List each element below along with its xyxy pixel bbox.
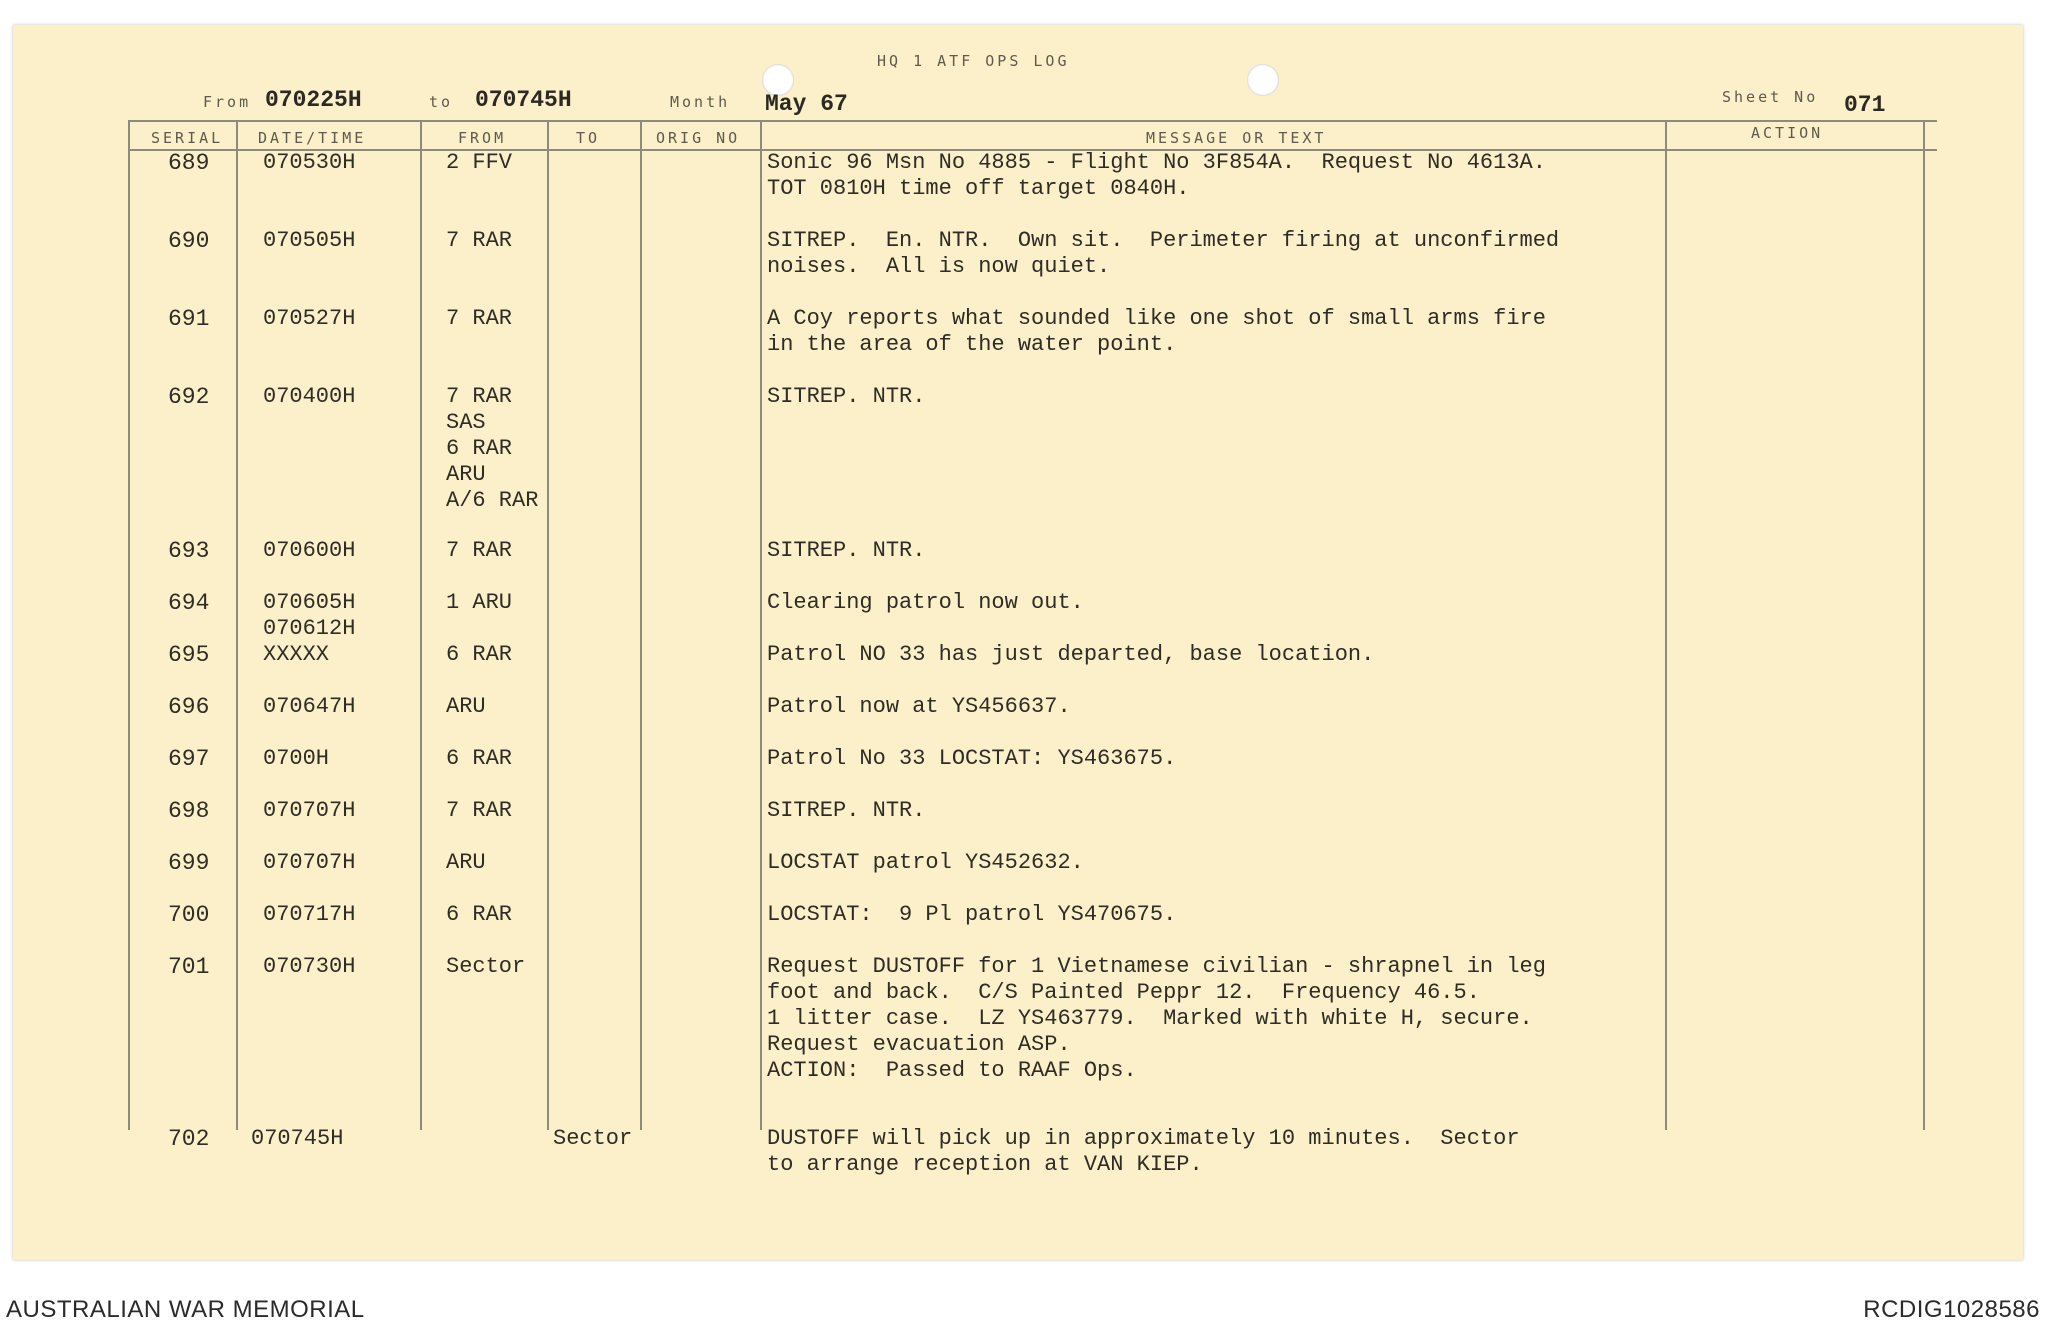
col-divider-from [420, 120, 422, 1130]
row-from: 7 RAR [446, 228, 513, 253]
row-datetime: 070730H [263, 954, 356, 979]
column-header-action: ACTION [1751, 124, 1824, 142]
col-divider-to [547, 120, 549, 1130]
row-serial: 689 [168, 150, 210, 176]
column-header-orig-no: ORIG NO [656, 129, 741, 147]
col-divider-action [1665, 120, 1667, 1130]
row-serial: 697 [168, 746, 210, 772]
row-message: LOCSTAT: 9 Pl patrol YS470675. [767, 902, 1177, 927]
row-message: Clearing patrol now out. [767, 590, 1084, 615]
row-datetime: 070505H [263, 228, 356, 253]
column-header-serial: SERIAL [151, 129, 224, 147]
row-datetime: 0700H [263, 746, 330, 771]
row-datetime: 070605H 070612H [263, 590, 356, 641]
row-message: Patrol NO 33 has just departed, base location. [767, 642, 1375, 667]
row-datetime: 070530H [263, 150, 356, 175]
row-serial: 692 [168, 384, 210, 410]
row-from: 7 RAR [446, 798, 513, 823]
log-sheet [13, 25, 2023, 1260]
row-message: SITREP. En. NTR. Own sit. Perimeter firing at unconfirmed noises. All is now quiet. [767, 228, 1560, 279]
row-message: SITREP. NTR. [767, 798, 926, 823]
row-message: Sonic 96 Msn No 4885 - Flight No 3F854A. Request No 4613A. TOT 0810H time off target 0840H. [767, 150, 1546, 201]
row-serial: 696 [168, 694, 210, 720]
row-message: Request DUSTOFF for 1 Vietnamese civilian - shrapnel in leg foot and back. C/S Painted Peppr 12. Frequency 46.5. 1 litter case. LZ YS463779. Marked with white H, secure. Request evacuation ASP. ACTION: Passed to RAAF Ops. [767, 954, 1546, 1083]
column-header-datetime: DATE/TIME [258, 129, 367, 147]
row-serial: 691 [168, 306, 210, 332]
col-divider-datetime [236, 120, 238, 1130]
from-value: 070225H [265, 87, 362, 113]
row-from: 6 RAR [446, 902, 513, 927]
col-divider-right [1923, 120, 1925, 1130]
from-label: From [203, 93, 252, 111]
punch-hole-right [1247, 64, 1279, 96]
column-header-from: FROM [458, 129, 507, 147]
row-datetime: 070647H [263, 694, 356, 719]
row-702-to: Sector [553, 1126, 633, 1151]
row-message: SITREP. NTR. [767, 384, 926, 409]
log-title: HQ 1 ATF OPS LOG [877, 52, 1070, 70]
sheet-no-value: 071 [1844, 92, 1886, 118]
column-header-message: MESSAGE OR TEXT [1146, 129, 1327, 147]
row-from: 2 FFV [446, 150, 513, 175]
row-datetime: 070400H [263, 384, 356, 409]
row-datetime: 070600H [263, 538, 356, 563]
row-702-message: DUSTOFF will pick up in approximately 10 minutes. Sector to arrange reception at VAN KIEP. [767, 1126, 1520, 1177]
row-from: 6 RAR [446, 746, 513, 771]
row-serial: 701 [168, 954, 210, 980]
col-divider-serial [128, 120, 130, 1130]
to-value: 070745H [475, 87, 572, 113]
row-from: 7 RAR [446, 538, 513, 563]
row-serial: 699 [168, 850, 210, 876]
row-from: 6 RAR [446, 642, 513, 667]
row-serial: 700 [168, 902, 210, 928]
row-message: LOCSTAT patrol YS452632. [767, 850, 1084, 875]
month-label: Month [670, 93, 731, 111]
sheet-no-label: Sheet No [1722, 88, 1819, 106]
row-serial: 695 [168, 642, 210, 668]
row-datetime: 070707H [263, 850, 356, 875]
row-from: 7 RAR SAS 6 RAR ARU A/6 RAR [446, 384, 539, 513]
row-from: 7 RAR [446, 306, 513, 331]
footer-reference: RCDIG1028586 [1863, 1296, 2040, 1323]
row-702-datetime: 070745H [251, 1126, 344, 1151]
row-message: SITREP. NTR. [767, 538, 926, 563]
footer-credit: AUSTRALIAN WAR MEMORIAL [6, 1296, 365, 1323]
row-serial: 694 [168, 590, 210, 616]
row-message: A Coy reports what sounded like one shot of small arms fire in the area of the water point. [767, 306, 1546, 357]
row-from: ARU [446, 850, 486, 875]
row-message: Patrol now at YS456637. [767, 694, 1071, 719]
row-from: Sector [446, 954, 526, 979]
to-label: to [429, 93, 454, 111]
row-from: 1 ARU [446, 590, 513, 615]
row-datetime: XXXXX [263, 642, 330, 667]
col-divider-message [760, 120, 762, 1130]
row-serial: 698 [168, 798, 210, 824]
row-datetime: 070707H [263, 798, 356, 823]
column-header-to: TO [576, 129, 601, 147]
row-datetime: 070717H [263, 902, 356, 927]
row-serial: 693 [168, 538, 210, 564]
month-value: May 67 [765, 91, 848, 117]
row-702-serial: 702 [168, 1126, 210, 1152]
row-datetime: 070527H [263, 306, 356, 331]
row-message: Patrol No 33 LOCSTAT: YS463675. [767, 746, 1177, 771]
row-from: ARU [446, 694, 486, 719]
col-divider-origno [640, 120, 642, 1130]
row-serial: 690 [168, 228, 210, 254]
